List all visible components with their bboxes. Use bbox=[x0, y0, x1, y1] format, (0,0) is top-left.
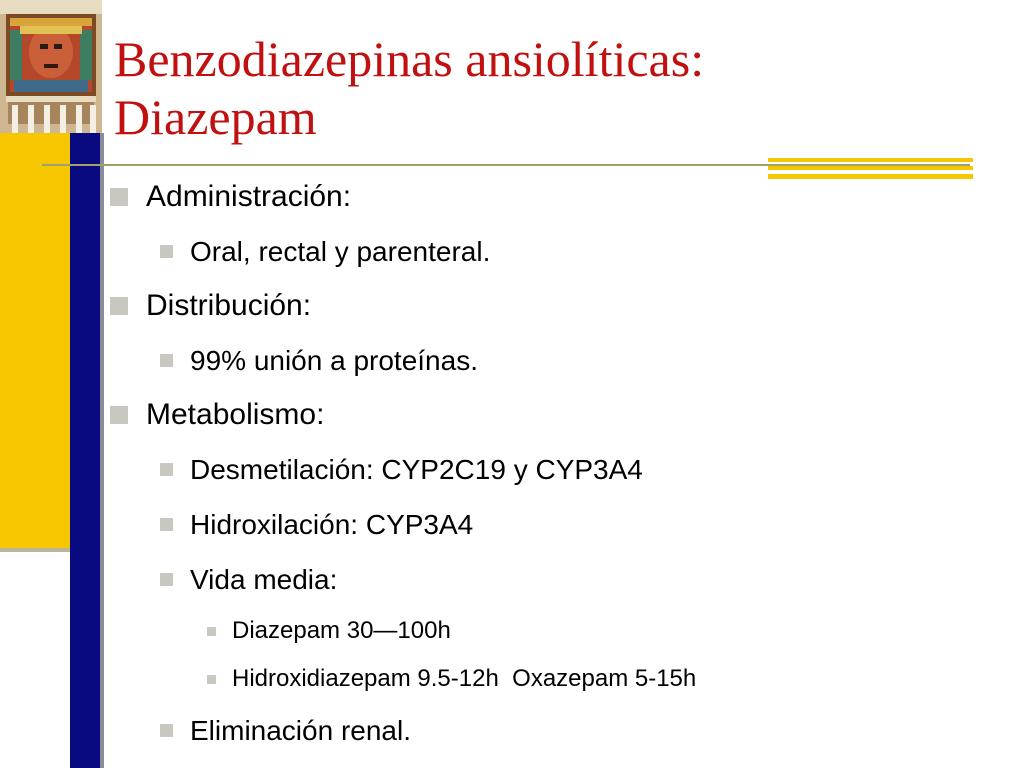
square-bullet-icon bbox=[207, 627, 216, 636]
sub-bullet bbox=[110, 333, 1000, 388]
sub-sub-bullet-label: Diazepam 30—100h bbox=[232, 617, 451, 644]
sub-bullet-label: Vida media: bbox=[190, 563, 338, 595]
sub-sub-bullet bbox=[160, 607, 1000, 655]
bullet-metabolismo bbox=[110, 388, 1000, 758]
sub-bullet-label: 99% unión a proteínas. bbox=[190, 344, 478, 376]
sub-sub-bullet bbox=[160, 655, 1000, 703]
sub-bullet bbox=[110, 703, 1000, 758]
mural-photo-icon bbox=[0, 0, 102, 133]
sub-bullet-label: Eliminación renal. bbox=[190, 714, 411, 746]
sub-bullet bbox=[110, 442, 1000, 497]
sub-bullet bbox=[110, 497, 1000, 552]
bullet-distribucion bbox=[110, 279, 1000, 388]
square-bullet-icon bbox=[160, 573, 173, 586]
slide-title-line-1: Benzodiazepinas ansiolíticas: bbox=[114, 31, 705, 87]
bullet-label: Administración: bbox=[146, 180, 352, 213]
sub-bullet bbox=[110, 552, 1000, 703]
sub-bullet-label: Hidroxilación: CYP3A4 bbox=[190, 508, 474, 540]
bullet-label: Metabolismo: bbox=[146, 398, 325, 431]
square-bullet-icon bbox=[160, 724, 173, 737]
square-bullet-icon bbox=[160, 354, 173, 367]
bullet-label: Distribución: bbox=[146, 289, 312, 322]
square-bullet-icon bbox=[160, 463, 173, 476]
bullet-list bbox=[110, 170, 1000, 758]
slide-title bbox=[114, 30, 994, 146]
square-bullet-icon bbox=[160, 518, 173, 531]
blue-side-bar bbox=[70, 133, 100, 768]
sub-sub-bullet-label: Hidroxidiazepam 9.5-12h Oxazepam 5-15h bbox=[232, 665, 697, 692]
square-bullet-icon bbox=[110, 406, 128, 424]
yellow-side-bar bbox=[0, 133, 70, 548]
sub-bullet-label: Oral, rectal y parenteral. bbox=[190, 235, 491, 267]
square-bullet-icon bbox=[160, 245, 173, 258]
sub-bullet bbox=[110, 224, 1000, 279]
sub-bullet-label: Desmetilación: CYP2C19 y CYP3A4 bbox=[190, 453, 643, 485]
blue-bar-shadow bbox=[100, 133, 104, 768]
yellow-bar-shadow bbox=[0, 548, 70, 552]
slide-title-line-2: Diazepam bbox=[114, 89, 317, 145]
square-bullet-icon bbox=[207, 675, 216, 684]
square-bullet-icon bbox=[110, 297, 128, 315]
bullet-administracion bbox=[110, 170, 1000, 279]
square-bullet-icon bbox=[110, 188, 128, 206]
accent-stripe bbox=[768, 158, 973, 162]
